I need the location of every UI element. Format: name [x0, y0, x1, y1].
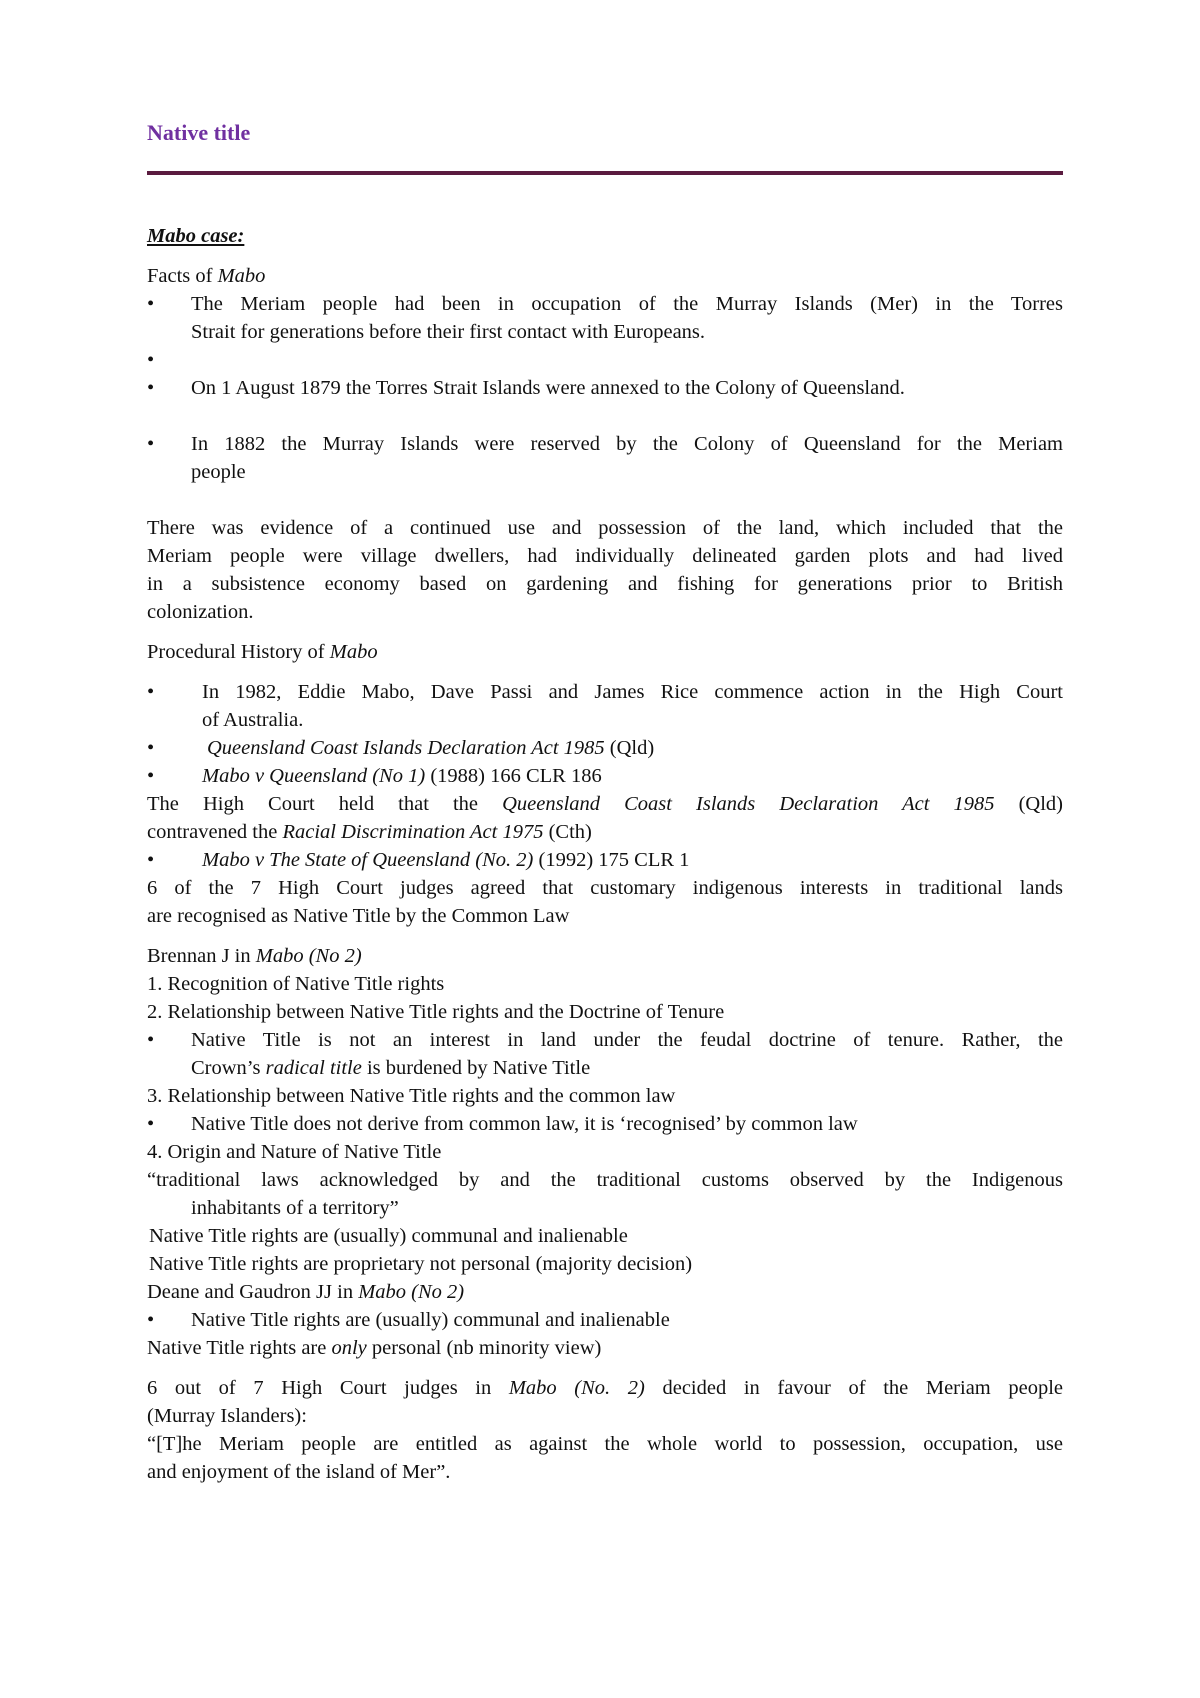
list-item: • Queensland Coast Islands Declaration Act 1985 (Qld)	[147, 737, 655, 759]
brennan-heading: Brennan J in Mabo (No 2)	[147, 945, 362, 967]
quote-line: inhabitants of a territory”	[191, 1197, 399, 1219]
numbered-item: 2. Relationship between Native Title rights and the Doctrine of Tenure	[147, 1001, 725, 1023]
numbered-item: 4. Origin and Nature of Native Title	[147, 1141, 442, 1163]
list-item: • The Meriam people had been in occupation of the Murray Islands (Mer) in the Torres	[147, 293, 1063, 315]
list-item-continuation: of Australia.	[202, 709, 304, 731]
evidence-line: in a subsistence economy based on gardening and fishing for generations prior to British	[147, 573, 1063, 595]
evidence-line: There was evidence of a continued use and possession of the land, which included that the	[147, 517, 1063, 539]
facts-heading: Facts of Mabo	[147, 265, 266, 287]
list-item-continuation: Strait for generations before their first contact with Europeans.	[191, 321, 706, 343]
list-item: • Mabo v The State of Queensland (No. 2) (1992) 175 CLR 1	[147, 849, 690, 871]
document-page: Native title Mabo case: Facts of Mabo • The Meriam people had been in occupation of the Murray Islands (Mer) in the Torres Strait for generations before their first contact with Europeans. • • On 1 August 1879 the Torres Strait Islands were annexed to the Colony of Queensland. • In 1882 the Murray Islands were reserved by the Colony of Queensland for the Meriam people There was evidence of a continued use and possession of the land, which included that the Meriam people were village dwellers, had individually delineated garden plots and had lived in a subsistence economy based on gardening and fishing for generations prior to British colonization. Procedural History of Mabo • In 1982, Eddie Mabo, Dave Passi and James Rice commence action in the High Court of Australia. • Queensland Coast Islands Declaration Act 1985 (Qld) • Mabo v Queensland (No 1) (1988) 166 CLR 186 The High Court held that the Queensland Coast Islands Declaration Act 1985 (Qld) contravened the Racial Discrimination Act 1975 (Cth) • Mabo v The State of Queensland (No. 2) (1992) 175 CLR 1 6 of the 7 High Court judges agreed that customary indigenous interests in traditional lands are recognised as Native Title by the Common Law Brennan J in Mabo (No 2) 1. Recognition of Native Title rights 2. Relationship between Native Title rights and the Doctrine of Tenure • Native Title is not an interest in land under the feudal doctrine of tenure. Rather, the Crown’s radical title is burdened by Native Title 3. Relationship between Native Title rights and the common law • Native Title does not derive from common law, it is ‘recognised’ by common law 4. Origin and Nature of Native Title “traditional laws acknowledged by and the traditional customs observed by the Indigenous inhabitants of a territory” Native Title rights are (usually) communal and inalienable Native Title rights are proprietary not personal (majority decision) Deane and Gaudron JJ in Mabo (No 2) • Native Title rights are (usually) communal and inalienable Native Title rights are only personal (nb minority view) 6 out of 7 High Court judges in Mabo (No. 2) decided in favour of the Meriam people (Murray Islanders): “[T]he Meriam people are entitled as against the whole world to possession, occupation, use and enjoyment of the island of Mer”.	[0, 0, 1200, 1698]
list-item: • On 1 August 1879 the Torres Strait Islands were annexed to the Colony of Queensland.	[147, 377, 905, 399]
contravened-line: contravened the Racial Discrimination Act 1975 (Cth)	[147, 821, 592, 843]
list-item: • Native Title rights are (usually) communal and inalienable	[147, 1309, 670, 1331]
rights-line: Native Title rights are only personal (nb minority view)	[147, 1337, 602, 1359]
list-item: • Mabo v Queensland (No 1) (1988) 166 CLR 186	[147, 765, 602, 787]
numbered-item: 3. Relationship between Native Title rights and the common law	[147, 1085, 676, 1107]
decision-line: 6 out of 7 High Court judges in Mabo (No. 2) decided in favour of the Meriam people	[147, 1377, 1063, 1399]
list-item-continuation: Crown’s radical title is burdened by Native Title	[191, 1057, 591, 1079]
list-item: • Native Title is not an interest in land under the feudal doctrine of tenure. Rather, the	[147, 1029, 1063, 1051]
deane-heading: Deane and Gaudron JJ in Mabo (No 2)	[147, 1281, 465, 1303]
list-item: • In 1982, Eddie Mabo, Dave Passi and James Rice commence action in the High Court	[147, 681, 1063, 703]
agreed-line: 6 of the 7 High Court judges agreed that customary indigenous interests in traditional lands	[147, 877, 1063, 899]
evidence-line: Meriam people were village dwellers, had individually delineated garden plots and had lived	[147, 545, 1063, 567]
decision-line: (Murray Islanders):	[147, 1405, 307, 1427]
numbered-item: 1. Recognition of Native Title rights	[147, 973, 445, 995]
section-heading-mabo-case: Mabo case:	[147, 225, 245, 247]
list-item-continuation: people	[191, 461, 246, 483]
procedural-heading: Procedural History of Mabo	[147, 641, 378, 663]
document-title: Native title	[147, 120, 251, 145]
agreed-line: are recognised as Native Title by the Common Law	[147, 905, 570, 927]
evidence-line: colonization.	[147, 601, 254, 623]
quote-line: “traditional laws acknowledged by and the traditional customs observed by the Indigenous	[147, 1169, 1063, 1191]
list-item: • Native Title does not derive from common law, it is ‘recognised’ by common law	[147, 1113, 858, 1135]
decision-quote: “[T]he Meriam people are entitled as against the whole world to possession, occupation, use	[147, 1433, 1063, 1455]
rights-line: Native Title rights are proprietary not personal (majority decision)	[149, 1253, 693, 1275]
held-line: The High Court held that the Queensland Coast Islands Declaration Act 1985 (Qld)	[147, 793, 1063, 815]
rights-line: Native Title rights are (usually) communal and inalienable	[149, 1225, 628, 1247]
decision-quote: and enjoyment of the island of Mer”.	[147, 1461, 451, 1483]
title-rule	[147, 171, 1063, 175]
list-item: • In 1882 the Murray Islands were reserved by the Colony of Queensland for the Meriam	[147, 433, 1063, 455]
